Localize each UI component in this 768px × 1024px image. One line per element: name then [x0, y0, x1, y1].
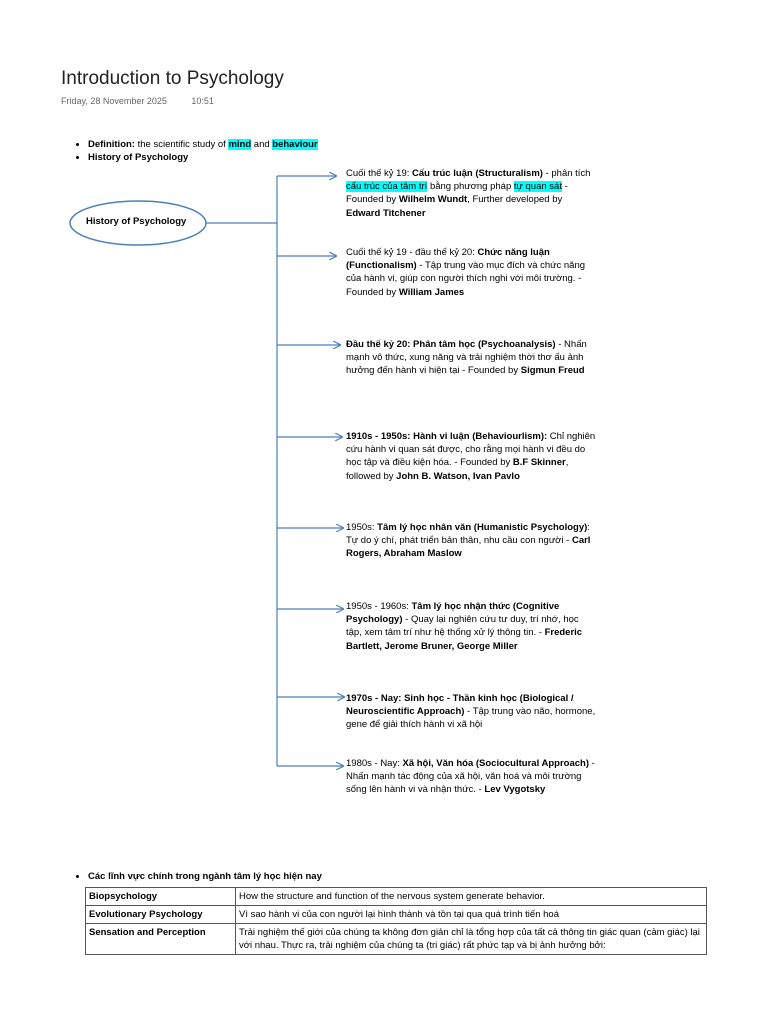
entry-8-founder: Lev Vygotsky	[484, 784, 546, 796]
entry-4-text-1: Chỉ nghiên cứu hành vi quan sát được, cho rằng mọi hành vi đều do học tập và điều kiện hóa. - Founded by	[346, 431, 596, 469]
page-title: Introduction to Psychology	[61, 68, 284, 89]
entry-2-school: Chức năng luận (Functionalism)	[346, 247, 550, 272]
definition-and: and	[251, 139, 273, 150]
history-root-label: History of Psychology	[86, 216, 187, 227]
entry-3-text-1: - Nhấn mạnh vô thức, xung năng và trải nghiệm thời thơ ấu ảnh hưởng đến hành vi hiện tại - Founded by	[346, 339, 587, 377]
entry-humanistic	[346, 521, 596, 561]
entry-5-text-2: : Tự do ý chí, phát triển bản thân, nhu cầu con người -	[346, 522, 590, 547]
field-desc: Trải nghiệm thế giới của chúng ta không đơn giản chỉ là tổng hợp của tất cả thông tin giác quan (cảm giác) lại với nhau. Thực ra, trải nghiệm của chúng ta (tri giác) rất phức tạp và bị ảnh hưởng bởi:	[236, 924, 707, 955]
entry-cognitive	[346, 600, 596, 653]
definition-text: the scientific study of	[134, 139, 229, 150]
entry-6-school: Tâm lý học nhận thức (Cognitive Psychology)	[346, 601, 560, 626]
entry-5-founders: Carl Rogers, Abraham Maslow	[346, 535, 591, 560]
entry-1-text-1: Cuối thế kỷ 19:	[346, 168, 413, 179]
entry-1-text-3: bằng phương pháp	[427, 181, 514, 193]
entry-6-text-2: - Quay lại nghiên cứu tư duy, trí nhớ, học tập, xem tâm trí như hệ thống xử lý thông tin. -	[346, 614, 579, 639]
entry-4-followers: John B. Watson, Ivan Pavlo	[396, 470, 520, 482]
field-name: Biopsychology	[86, 888, 236, 906]
entry-sociocultural	[346, 757, 596, 797]
table-row	[86, 906, 707, 924]
entry-4-school: 1910s - 1950s: Hành vi luận (Behaviourlism):	[346, 431, 548, 442]
entry-1-highlight-2: tự quan sát	[513, 181, 562, 193]
history-bullet-text: History of Psychology	[88, 152, 189, 163]
entry-functionalism	[346, 246, 596, 299]
entry-6-text-1: 1950s - 1960s:	[346, 601, 412, 612]
field-name: Sensation and Perception	[86, 924, 236, 955]
field-desc: How the structure and function of the nervous system generate behavior.	[236, 888, 707, 906]
fields-table	[85, 887, 707, 955]
entry-3-founder: Sigmun Freud	[520, 365, 585, 377]
definition-mind: mind	[228, 139, 252, 150]
entry-1-highlight-1: cấu trúc của tâm trí	[346, 181, 428, 193]
entry-psychoanalysis	[346, 338, 596, 378]
table-row	[86, 888, 707, 906]
entry-1-founder: Wilhelm Wundt	[398, 194, 468, 206]
entry-3-school: Đầu thế kỷ 20: Phân tâm học (Psychoanalysis)	[346, 339, 556, 350]
entry-4-founder: B.F Skinner	[512, 457, 566, 469]
entry-8-text-1: 1980s - Nay:	[346, 758, 403, 769]
entry-6-founders: Frederic Bartlett, Jerome Bruner, George Miller	[346, 627, 583, 652]
entry-1-text-2: - phân tích	[542, 168, 591, 179]
entry-5-text-1: 1950s:	[346, 522, 378, 533]
entry-7-text-1: - Tập trung vào não, hormone, gene để giải thích hành vi xã hội	[346, 706, 596, 731]
entry-4-text-2: , followed by	[346, 457, 569, 482]
entry-2-text-1: Cuối thế kỷ 19 - đầu thế kỷ 20:	[346, 247, 478, 258]
definition-behaviour: behaviour	[272, 139, 318, 150]
entry-structuralism	[346, 167, 596, 220]
entry-2-text-2: - Tập trung vào mục đích và chức năng của hành vi, giúp con người thích nghi với môi trường. - Founded by	[346, 260, 586, 298]
entry-5-school: Tâm lý học nhân văn (Humanistic Psychology)	[377, 522, 588, 533]
entry-behaviourism	[346, 430, 596, 483]
entry-8-text-2: - Nhấn mạnh tác động của xã hội, văn hoá và môi trường sống lên hành vi và nhận thức. -	[346, 758, 595, 796]
table-row	[86, 924, 707, 955]
field-desc: Vì sao hành vi của con người lại hình thành và tồn tại qua quá trình tiến hoá	[236, 906, 707, 924]
definition-label: Definition:	[88, 139, 135, 150]
field-name: Evolutionary Psychology	[86, 906, 236, 924]
page-date: Friday, 28 November 2025	[61, 96, 167, 106]
entry-2-founder: William James	[398, 286, 465, 298]
fields-bullets	[72, 871, 322, 882]
fields-heading: • Các lĩnh vực chính trong ngành tâm lý học hiện nay	[88, 871, 322, 882]
entry-1-school: Cấu trúc luận (Structuralism)	[412, 168, 543, 179]
entry-1-text-4: - Founded by	[346, 181, 568, 206]
entry-1-developer: Edward Titchener	[346, 207, 426, 219]
entry-7-school: 1970s - Nay: Sinh học - Thần kinh học (Biological / Neuroscientific Approach)	[346, 693, 574, 718]
entry-8-school: Xã hội, Văn hóa (Sociocultural Approach)	[402, 758, 590, 769]
entry-biological	[346, 692, 596, 732]
page-time: 10:51	[191, 96, 214, 106]
entry-1-text-5: , Further developed by	[467, 194, 563, 206]
